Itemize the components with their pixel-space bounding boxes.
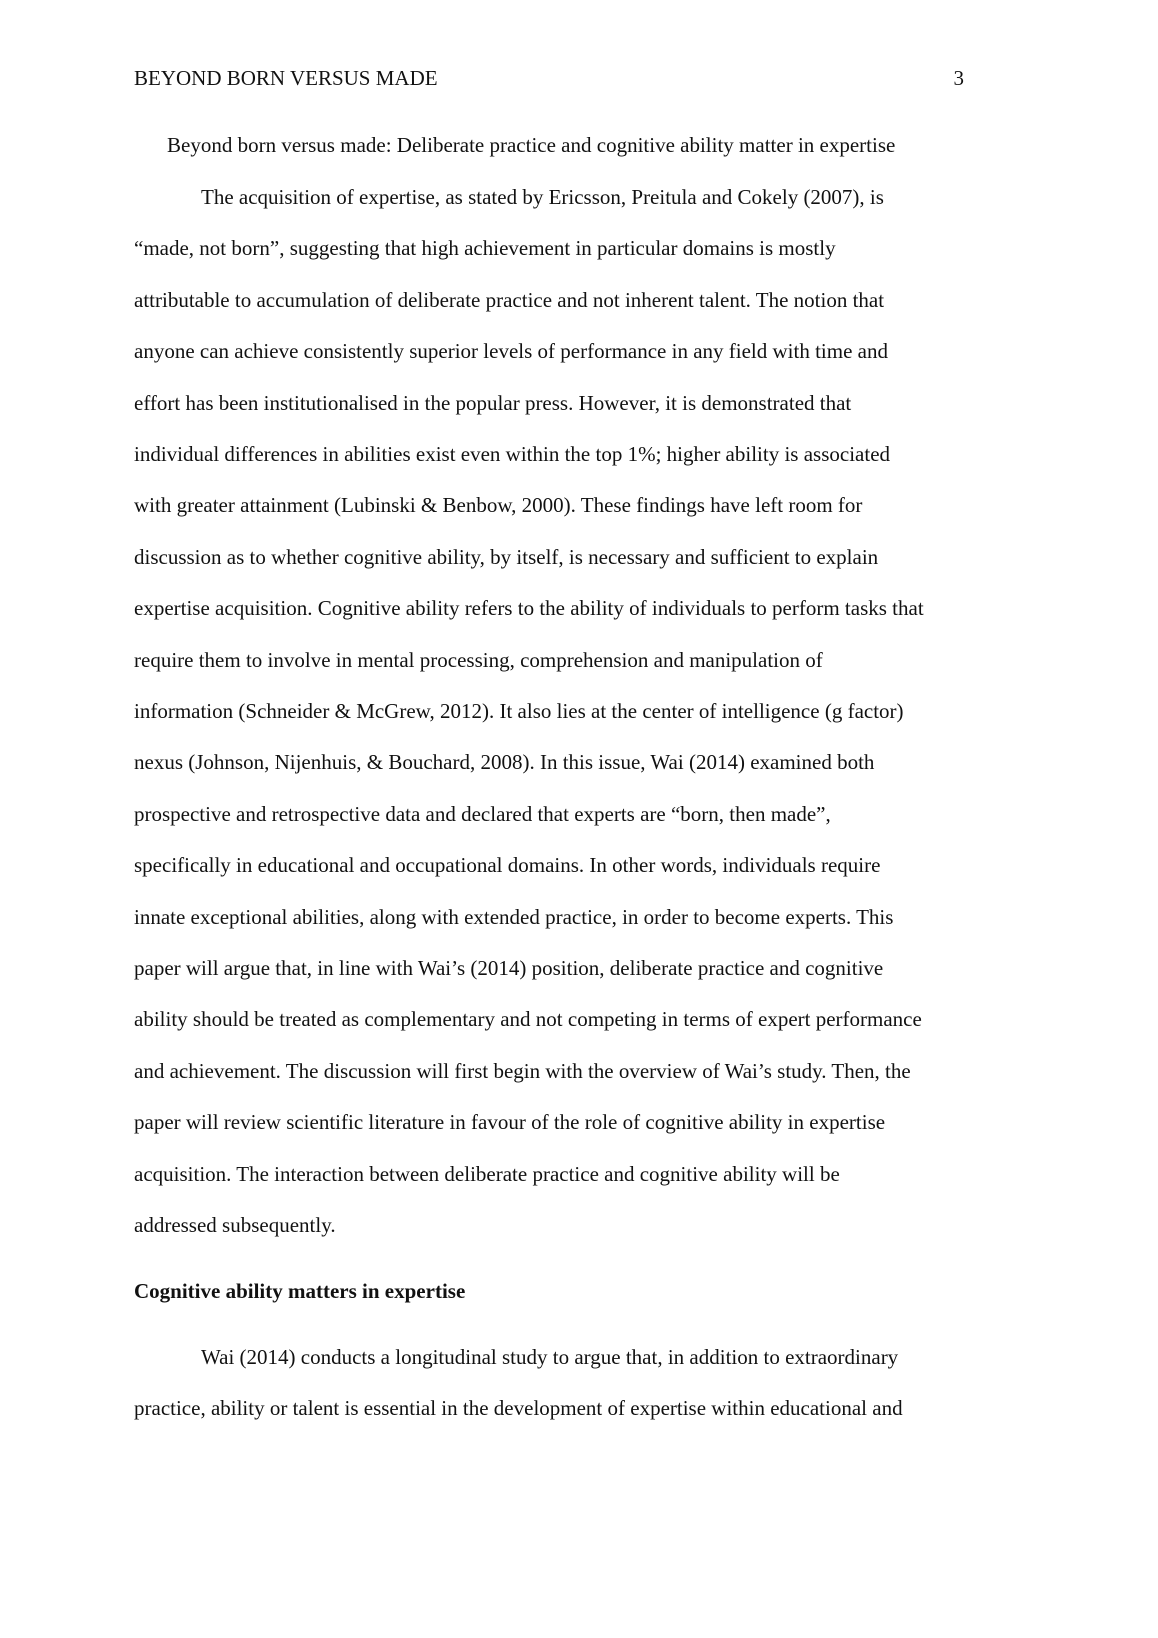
text-line: expertise acquisition. Cognitive ability refers to the ability of individuals to perform tasks that: [134, 596, 924, 621]
text-line: information (Schneider & McGrew, 2012). It also lies at the center of intelligence (g factor): [134, 699, 904, 723]
text-line: addressed subsequently.: [134, 1213, 336, 1237]
text-line: innate exceptional abilities, along with extended practice, in order to become experts. This: [134, 904, 894, 929]
text-line: “made, not born”, suggesting that high achievement in particular domains is mostly: [134, 236, 836, 261]
page-number: 3: [953, 66, 964, 90]
text-line: individual differences in abilities exist even within the top 1%; higher ability is associated: [134, 442, 891, 466]
text-line: specifically in educational and occupational domains. In other words, individuals require: [134, 853, 881, 878]
text-line: nexus (Johnson, Nijenhuis, & Bouchard, 2008). In this issue, Wai (2014) examined both: [134, 750, 875, 775]
text-line: effort has been institutionalised in the popular press. However, it is demonstrated that: [134, 390, 852, 415]
text-line: anyone can achieve consistently superior levels of performance in any field with time and: [134, 339, 888, 364]
text-line: practice, ability or talent is essential in the development of expertise within educational and: [134, 1396, 903, 1421]
text-line: and achievement. The discussion will first begin with the overview of Wai’s study. Then, the: [134, 1058, 911, 1083]
text-line: paper will argue that, in line with Wai’s (2014) position, deliberate practice and cognitive: [134, 956, 884, 980]
running-head: BEYOND BORN VERSUS MADE: [134, 66, 438, 90]
text-line: require them to involve in mental processing, comprehension and manipulation of: [134, 647, 823, 672]
text-line: ability should be treated as complementary and not competing in terms of expert performance: [134, 1007, 922, 1032]
text-line: The acquisition of expertise, as stated by Ericsson, Preitula and Cokely (2007), is: [201, 185, 884, 209]
text-line: prospective and retrospective data and declared that experts are “born, then made”,: [134, 801, 831, 826]
text-line: paper will review scientific literature in favour of the role of cognitive ability in expertise: [134, 1110, 886, 1135]
text-line: Wai (2014) conducts a longitudinal study to argue that, in addition to extraordinary: [201, 1345, 899, 1369]
text-line: discussion as to whether cognitive ability, by itself, is necessary and sufficient to explain: [134, 544, 879, 569]
paper-title: Beyond born versus made: Deliberate practice and cognitive ability matter in expertise: [167, 133, 896, 157]
section-heading: Cognitive ability matters in expertise: [134, 1279, 466, 1303]
text-line: acquisition. The interaction between deliberate practice and cognitive ability will be: [134, 1161, 840, 1186]
text-line: with greater attainment (Lubinski & Benbow, 2000). These findings have left room for: [134, 493, 863, 518]
text-line: attributable to accumulation of deliberate practice and not inherent talent. The notion that: [134, 287, 885, 312]
